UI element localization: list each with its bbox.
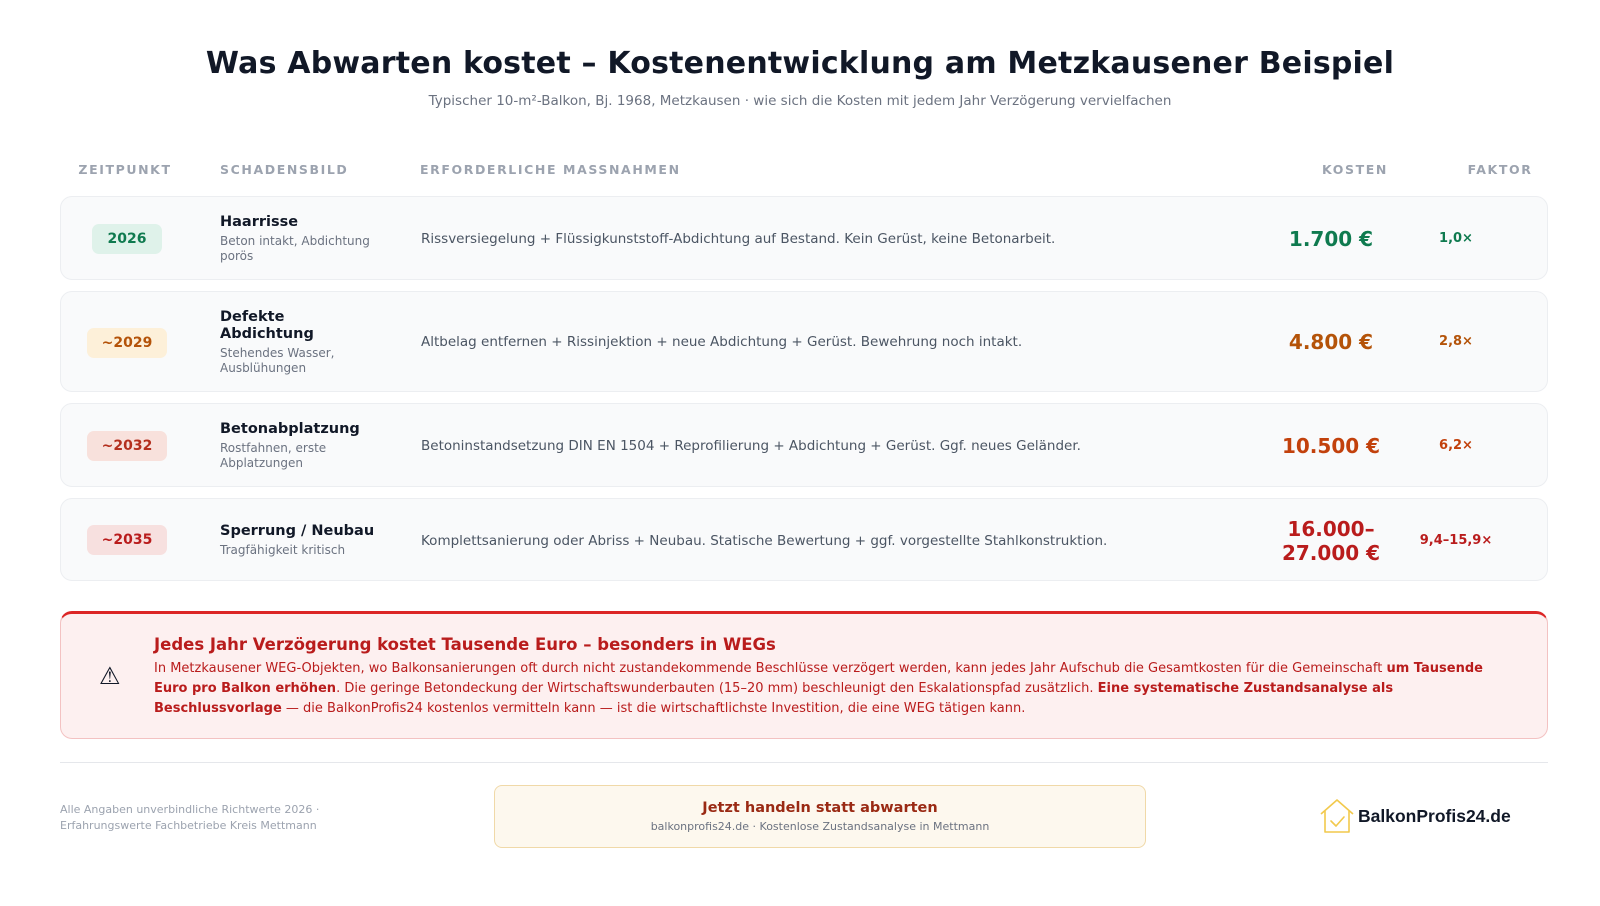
warning-highlight: um Tausende Euro pro Balkon erhöhen [154, 661, 1483, 696]
factor-value: 6,2× [1439, 438, 1473, 453]
brand-logo[interactable] [1318, 796, 1518, 836]
warning-text-part: . Die geringe Betondeckung der Wirtschaftswunderbauten (15–20 mm) beschleunigt den Eskalationspfad zusätzlich. [336, 681, 1098, 696]
year-badge: ~2032 [87, 431, 167, 461]
damage-title: Haarrisse [220, 214, 299, 230]
measures-text: Komplettsanierung oder Abriss + Neubau. Statische Bewertung + ggf. vorgestellte Stahlkonstruktion. [421, 533, 1108, 549]
factor-value: 2,8× [1439, 334, 1473, 349]
column-header-schadensbild: SCHADENSBILD [220, 162, 349, 177]
cost-value: 1.700 € [1288, 227, 1374, 251]
table-row [60, 498, 1548, 581]
measures-text: Altbelag entfernen + Rissinjektion + neue Abdichtung + Gerüst. Bewehrung noch intakt. [421, 334, 1023, 350]
warning-highlight: Eine systematische Zustandsanalyse als Beschlussvorlage [154, 681, 1394, 716]
cost-value: 10.500 € [1281, 434, 1381, 458]
measures-text: Betoninstandsetzung DIN EN 1504 + Reprofilierung + Abdichtung + Gerüst. Ggf. neues Geländer. [421, 438, 1081, 454]
table-header [60, 162, 1548, 182]
column-header-kosten: KOSTEN [1322, 162, 1388, 177]
factor-value: 9,4–15,9× [1419, 533, 1493, 548]
table-row [60, 196, 1548, 280]
damage-cell [220, 309, 350, 376]
footer-note [60, 802, 360, 834]
brand-name: BalkonProfis24.de [1358, 806, 1511, 826]
footer-divider [60, 762, 1548, 763]
damage-title: Sperrung / Neubau [220, 523, 375, 539]
measures-text: Rissversiegelung + Flüssigkunststoff-Abdichtung auf Bestand. Kein Gerüst, keine Betonarbeit. [421, 231, 1056, 247]
warning-title: Jedes Jahr Verzögerung kostet Tausende Euro – besonders in WEGs [154, 635, 776, 654]
warning-triangle-icon: ⚠ [99, 662, 121, 690]
warning-text-part: In Metzkausener WEG-Objekten, wo Balkonsanierungen oft durch nicht zustandekommende Beschlüsse verzögert werden, kann jedes Jahr Aufschub die Gesamtkosten für die Gemeinschaft [154, 661, 1387, 676]
cta-title: Jetzt handeln statt abwarten [702, 800, 938, 816]
damage-description: Beton intakt, Abdichtung porös [220, 234, 370, 263]
factor-value: 1,0× [1439, 231, 1473, 246]
cost-value-line: 27.000 € [1281, 541, 1381, 565]
damage-description: Rostfahnen, erste Abplatzungen [220, 441, 327, 470]
footer-note-line: Erfahrungswerte Fachbetriebe Kreis Mettmann [60, 819, 317, 832]
warning-text-part: — die BalkonProfis24 kostenlos vermitteln kann — ist die wirtschaftlichste Investition, die eine WEG tätigen kann. [281, 701, 1026, 716]
cost-value-line: 16.000– [1287, 517, 1375, 541]
damage-cell [220, 214, 400, 264]
cta-button[interactable] [494, 785, 1146, 848]
table-row [60, 403, 1548, 487]
column-header-zeitpunkt: ZEITPUNKT [78, 162, 172, 177]
page-subtitle: Typischer 10-m²-Balkon, Bj. 1968, Metzkausen · wie sich die Kosten mit jedem Jahr Verzögerung vervielfachen [428, 93, 1172, 109]
damage-cell [220, 523, 400, 558]
warning-text [154, 659, 1494, 719]
column-header-faktor: FAKTOR [1467, 162, 1533, 177]
page-title: Was Abwarten kostet – Kostenentwicklung am Metzkausener Beispiel [205, 46, 1395, 81]
damage-cell [220, 421, 370, 471]
damage-title: Betonabplatzung [220, 421, 360, 437]
damage-title: Defekte Abdichtung [220, 309, 314, 342]
cta-subtitle: balkonprofis24.de · Kostenlose Zustandsanalyse in Mettmann [650, 820, 990, 833]
year-badge: ~2029 [87, 328, 167, 358]
year-badge: 2026 [92, 224, 162, 254]
column-header-massnahmen: ERFORDERLICHE MASSNAHMEN [420, 162, 681, 177]
damage-description: Stehendes Wasser, Ausblühungen [220, 346, 335, 375]
year-badge: ~2035 [87, 525, 167, 555]
table-row [60, 291, 1548, 392]
cost-value [1256, 517, 1406, 565]
house-check-icon [1318, 796, 1356, 834]
damage-description: Tragfähigkeit kritisch [220, 543, 346, 557]
warning-box [60, 611, 1548, 739]
cost-value: 4.800 € [1288, 330, 1374, 354]
footer-note-line: Alle Angaben unverbindliche Richtwerte 2026 · [60, 803, 320, 816]
